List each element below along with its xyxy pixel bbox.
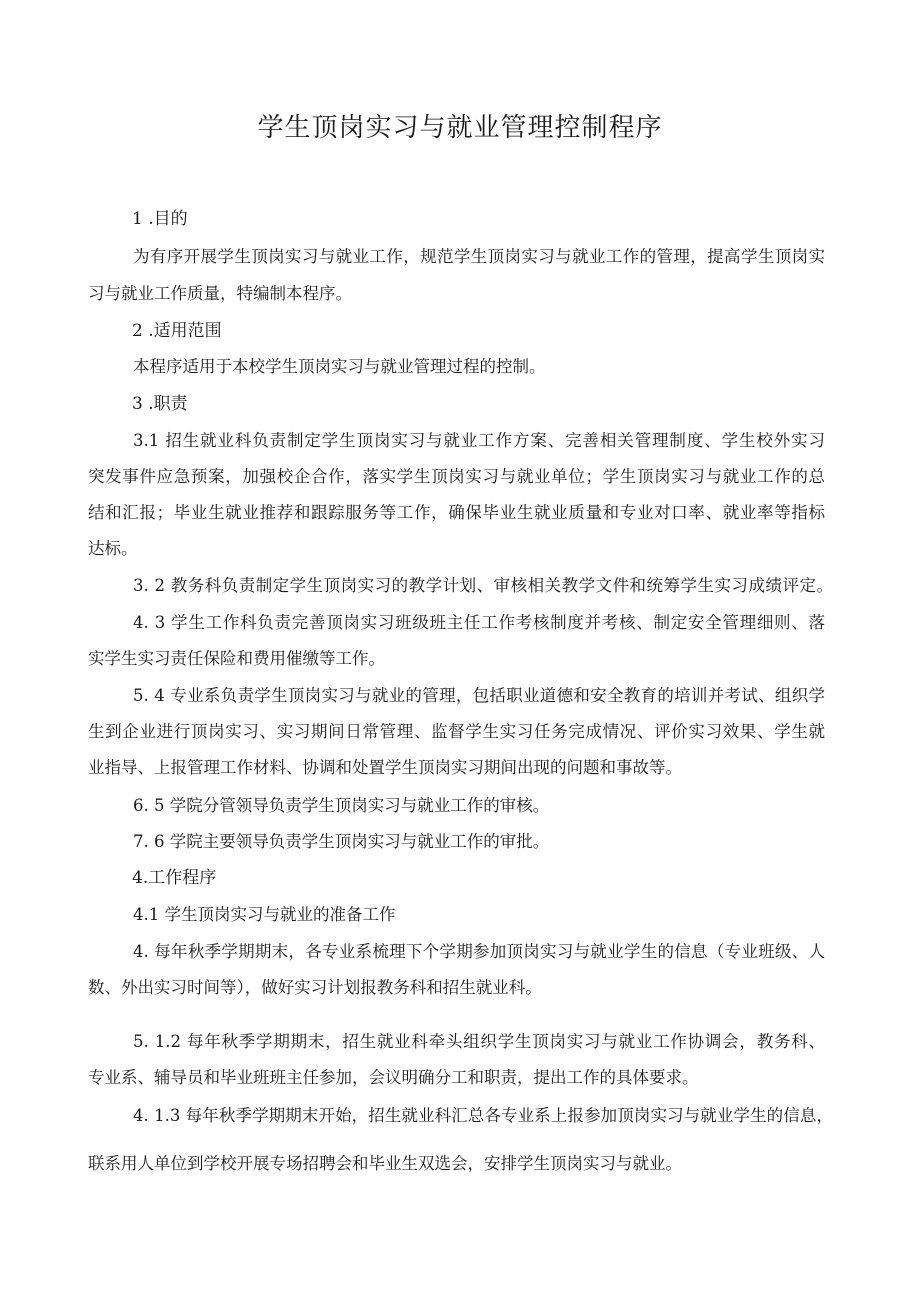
paragraph-line: 3. 2 教务科负责制定学生顶岗实习的教学计划、审核相关教学文件和统筹学生实习成绩评定。: [133, 576, 833, 595]
paragraph-line: 7. 6 学院主要领导负责学生顶岗实习与就业工作的审批。: [133, 832, 550, 851]
section-heading-duties: 3 .职责: [132, 394, 188, 414]
paragraph-line: 结和汇报；毕业生就业推荐和跟踪服务等工作，确保毕业生就业质量和专业对口率、就业率等指标: [88, 503, 825, 522]
paragraph-line: 6. 5 学院分管领导负责学生顶岗实习与就业工作的审核。: [133, 796, 550, 815]
paragraph-line: 突发事件应急预案，加强校企合作，落实学生顶岗实习与就业单位；学生顶岗实习与就业工作的总: [88, 467, 825, 486]
paragraph-line: 生到企业进行顶岗实习、实习期间日常管理、监督学生实习任务完成情况、评价实习效果、学生就: [88, 722, 825, 741]
paragraph-line: 实学生实习责任保险和费用催缴等工作。: [88, 649, 385, 668]
paragraph-line: 5. 4 专业系负责学生顶岗实习与就业的管理，包括职业道德和安全教育的培训并考试、组织学: [133, 686, 825, 705]
paragraph-line: 4. 3 学生工作科负责完善顶岗实习班级班主任工作考核制度并考核、制定安全管理细则、落: [133, 613, 825, 632]
paragraph-line: 5. 1.2 每年秋季学期期末，招生就业科牵头组织学生顶岗实习与就业工作协调会，教务科、: [133, 1032, 825, 1051]
paragraph-line: 本程序适用于本校学生顶岗实习与就业管理过程的控制。: [133, 357, 546, 376]
subsection-heading: 4.1 学生顶岗实习与就业的准备工作: [133, 905, 396, 924]
paragraph-line: 数、外出实习时间等），做好实习计划报教务科和招生就业科。: [88, 978, 542, 997]
paragraph-line: 联系用人单位到学校开展专场招聘会和毕业生双选会，安排学生顶岗实习与就业。: [88, 1154, 682, 1173]
section-heading-purpose: 1 .目的: [132, 209, 188, 229]
paragraph-line: 业指导、上报管理工作材料、协调和处置学生顶岗实习期间出现的问题和事故等。: [88, 758, 682, 777]
document-title: 学生顶岗实习与就业管理控制程序: [257, 113, 663, 143]
paragraph-line: 习与就业工作质量，特编制本程序。: [88, 284, 352, 303]
paragraph-line: 3.1 招生就业科负责制定学生顶岗实习与就业工作方案、完善相关管理制度、学生校外实习: [133, 431, 825, 450]
paragraph-line: 专业系、辅导员和毕业班班主任参加，会议明确分工和职责，提出工作的具体要求。: [88, 1068, 699, 1087]
paragraph-line: 为有序开展学生顶岗实习与就业工作，规范学生顶岗实习与就业工作的管理，提高学生顶岗实: [133, 247, 825, 266]
paragraph-line: 4. 1.3 每年秋季学期期末开始，招生就业科汇总各专业系上报参加顶岗实习与就业学生的信息，: [133, 1106, 833, 1125]
paragraph-line: 4. 每年秋季学期期末，各专业系梳理下个学期参加顶岗实习与就业学生的信息（专业班级、人: [133, 942, 825, 961]
section-heading-procedure: 4.工作程序: [132, 868, 217, 888]
paragraph-line: 达标。: [88, 539, 138, 558]
section-heading-scope: 2 .适用范围: [132, 321, 222, 341]
